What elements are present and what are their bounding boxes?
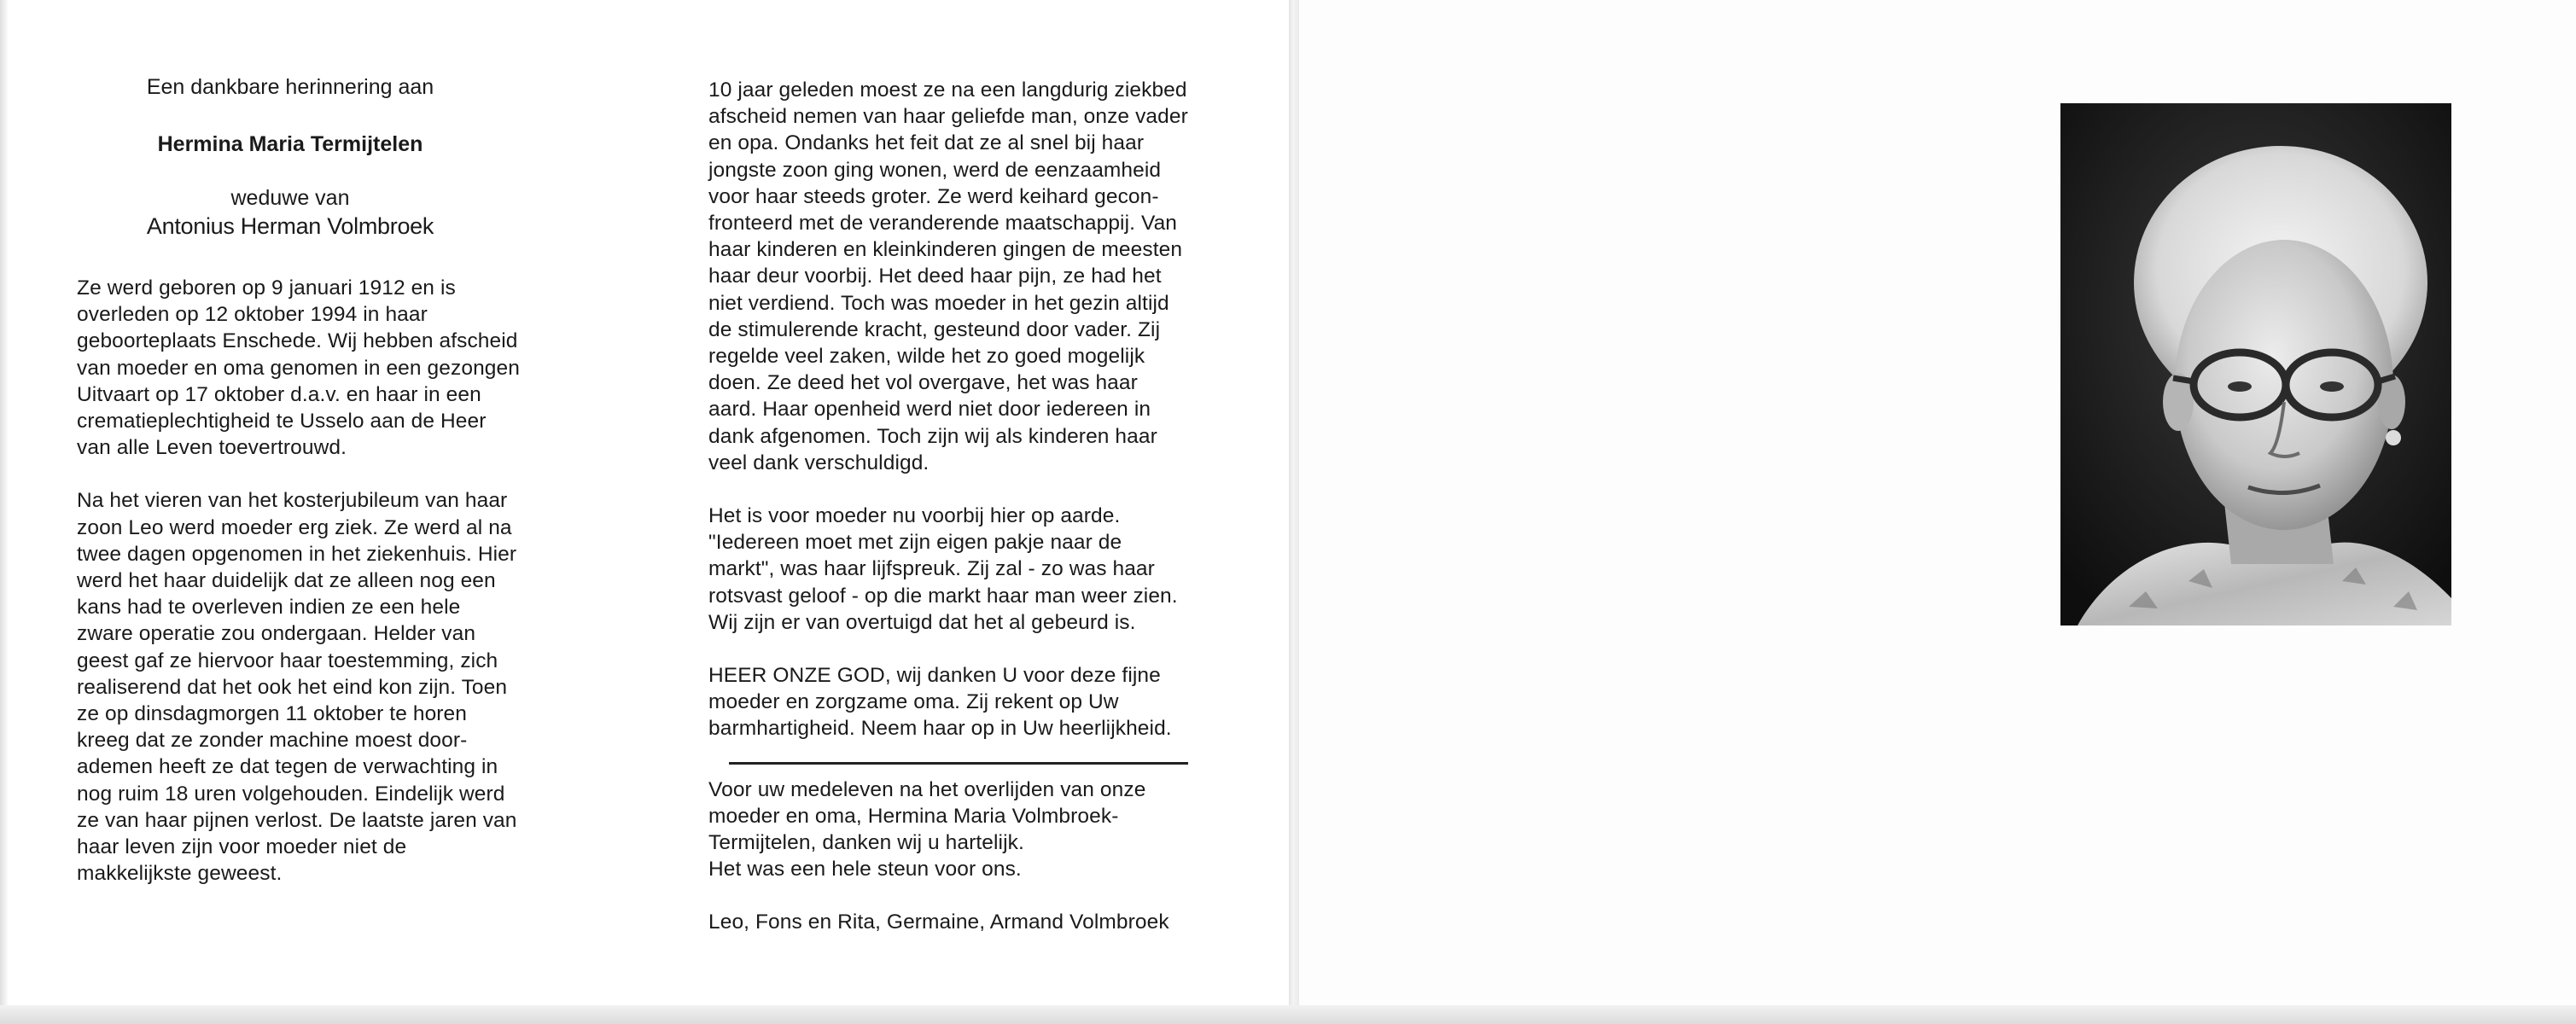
family-signature: Leo, Fons en Rita, Germaine, Armand Volmbroek (708, 911, 1169, 934)
card-fold (1289, 0, 1299, 1024)
widow-label: weduwe van (230, 186, 350, 210)
intro-line: Een dankbare herinnering aan (146, 75, 434, 99)
left-text-column (77, 275, 589, 913)
portrait-photo-icon (2060, 103, 2451, 625)
illness-paragraph: Na het vieren van het kosterjubileum van haar zoon Leo werd moeder erg ziek. Ze werd al na twee dagen opgenomen in het ziekenhuis. Hier werd het haar duidelijk dat ze alleen nog een kans had te overleven indien ze een hele zware operatie zou ondergaan. Helder van geest gaf ze hiervoor haar toestemming, zich realiserend dat het ook het eind kon zijn. Toen ze op dinsdagmorgen 11 oktober te horen kreeg dat ze zonder machine moest door- ademen heeft ze dat tegen de verwachting in nog ruim 18 uren volgehouden. Eindelijk werd ze van haar pijnen verlost. De laatste jaren van haar leven zijn voor moeder niet de makkelijkste geweest. (77, 489, 517, 886)
deceased-name: Hermina Maria Termijtelen (157, 132, 423, 156)
divider-line (729, 762, 1188, 765)
life-paragraph: 10 jaar geleden moest ze na een langdurig ziekbed afscheid nemen van haar geliefde man, onze vader en opa. Ondanks het feit dat ze al snel bij haar jongste zoon ging wonen, werd de eenzaamheid voor haar steeds groter. Ze werd keihard gecon- fronteerd met de veranderende maatschappij. Van haar kinderen en kleinkinderen gingen de meesten haar deur voorbij. Het deed haar pijn, ze had het niet verdiend. Toch was moeder in het gezin altijd de stimulerende kracht, gesteund door vader. Zij regelde veel zaken, wilde het zo goed mogelijk doen. Ze deed het vol overgave, het was haar aard. Haar openheid werd niet door iedereen in dank afgenomen. Toch zijn wij als kinderen haar veel dank verschuldigd. (708, 79, 1188, 474)
portrait-illustration (2060, 103, 2451, 625)
card-bottom-edge (0, 1005, 2576, 1024)
faith-paragraph: Het is voor moeder nu voorbij hier op aarde. "Iedereen moet met zijn eigen pakje naar de markt", was haar lijfspreuk. Zij zal - zo was haar rotsvast geloof - op die markt haar man weer zien. Wij zijn er van overtuigd dat het al gebeurd is. (708, 504, 1178, 634)
husband-name: Antonius Herman Volmbroek (146, 213, 434, 239)
thanks-paragraph: Voor uw medeleven na het overlijden van onze moeder en oma, Hermina Maria Volmbroek- Termijtelen, danken wij u hartelijk. Het was een hele steun voor ons. (708, 777, 1146, 881)
prayer-paragraph: HEER ONZE GOD, wij danken U voor deze fijne moeder en zorgzame oma. Zij rekent op Uw barmhartigheid. Neem haar op in Uw heerlijkheid. (708, 664, 1172, 741)
birth-death-paragraph: Ze werd geboren op 9 januari 1912 en is overleden op 12 oktober 1994 in haar geboorteplaats Enschede. Wij hebben afscheid van moeder en oma genomen in een gezongen Uitvaart op 17 oktober d.a.v. en haar in een crematieplechtigheid te Usselo aan de Heer van alle Leven toevertrouwd. (77, 276, 520, 460)
right-text-column (708, 77, 1238, 963)
page-edge-shadow (0, 0, 9, 1024)
